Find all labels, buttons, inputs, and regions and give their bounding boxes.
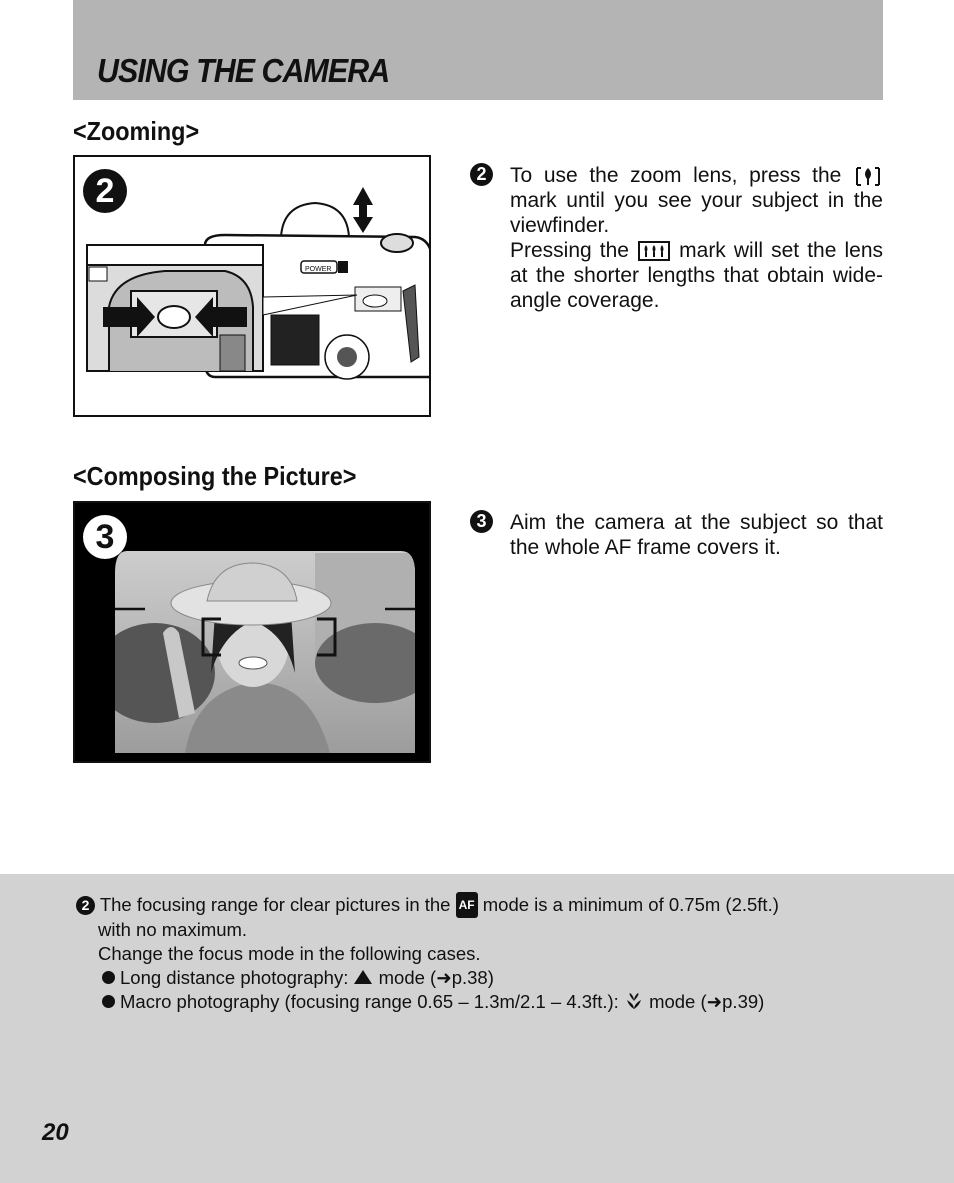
note-line-1 <box>76 892 886 918</box>
composing-heading: <Composing the Picture> <box>73 461 357 491</box>
zooming-heading: <Zooming> <box>73 116 200 146</box>
zoom-tele-icon <box>853 165 883 187</box>
note-text: Macro photography (focusing range 0.65 – 1.3m/2.1 – 4.3ft.): <box>120 991 619 1012</box>
figure-step-badge: 3 <box>83 515 127 559</box>
compose-step-text: Aim the camera at the subject so that the whole AF frame covers it. <box>510 511 883 559</box>
zoom-wide-icon <box>637 240 671 262</box>
figure-step-badge: 2 <box>83 169 127 213</box>
page-number: 20 <box>42 1119 69 1146</box>
mountain-icon <box>353 969 373 985</box>
viewfinder-scene <box>75 503 429 761</box>
zoom-illustration <box>73 155 431 417</box>
camera-zoom-drawing <box>75 157 429 415</box>
header-band <box>73 0 883 100</box>
step-badge: 3 <box>470 510 493 533</box>
power-label: POWER <box>305 266 332 273</box>
viewfinder-photo <box>73 501 431 763</box>
note-bullet-1 <box>76 966 886 990</box>
note-text: mode (➜p.38) <box>378 967 494 988</box>
zoom-step-text-2: mark until you see your subject in the viewfinder. <box>510 189 883 237</box>
note-line-2: with no maximum. <box>98 919 248 940</box>
note-text: mode is a minimum of 0.75m (2.5ft.) <box>482 894 779 915</box>
compose-step <box>470 510 883 560</box>
zoom-step <box>470 163 883 313</box>
af-mode-icon: AF <box>456 892 478 918</box>
focus-range-note <box>76 892 886 1014</box>
note-band <box>0 874 954 1183</box>
note-badge: 2 <box>76 896 95 915</box>
note-text: The focusing range for clear pictures in the <box>99 894 451 915</box>
zoom-step-text-1: To use the zoom lens, press the <box>510 164 842 187</box>
note-line-3: Change the focus mode in the following cases. <box>98 943 481 964</box>
flower-icon <box>624 992 644 1010</box>
zoom-step-text-4: mark will set the lens at the shorter lengths that obtain wide-angle coverage. <box>510 239 883 312</box>
note-text: mode (➜p.39) <box>649 991 765 1012</box>
page-title: USING THE CAMERA <box>97 52 390 89</box>
zoom-step-text-3: Pressing the <box>510 239 629 262</box>
power-label-layer <box>75 261 429 281</box>
note-bullet-2 <box>76 990 886 1014</box>
step-badge: 2 <box>470 163 493 186</box>
note-text: Long distance photography: <box>120 967 349 988</box>
